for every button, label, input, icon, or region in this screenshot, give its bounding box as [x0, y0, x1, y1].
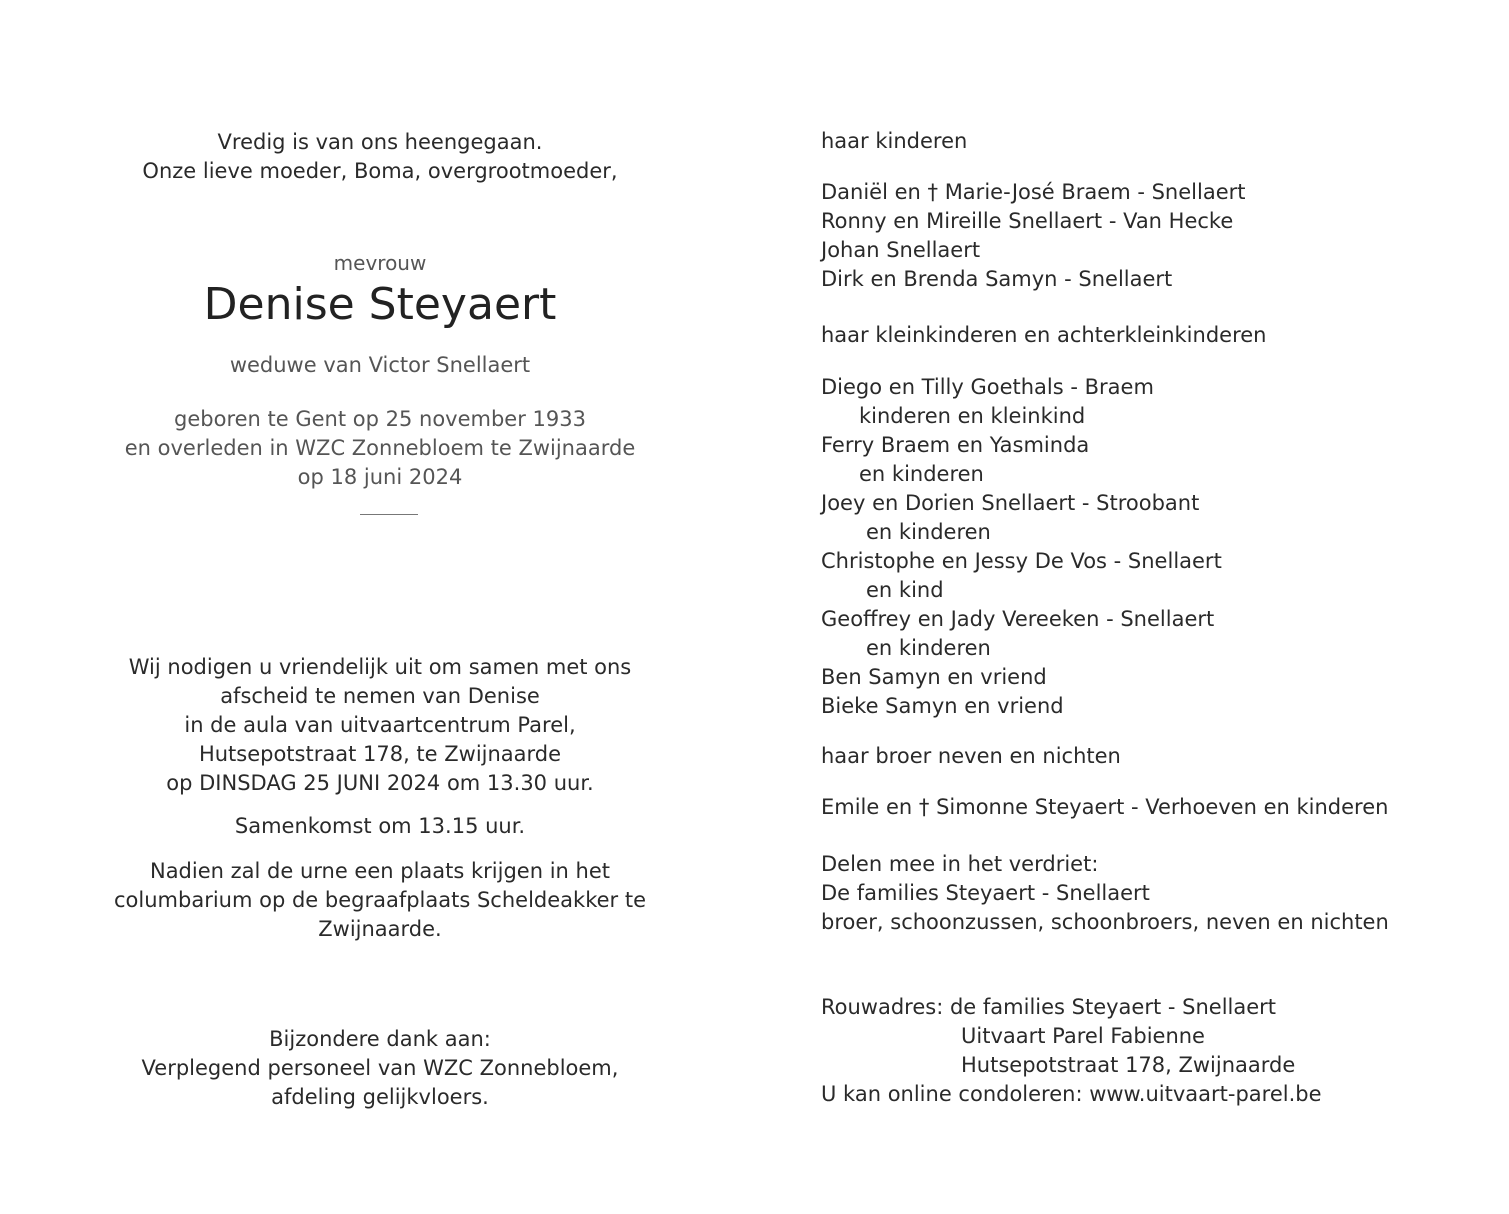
dates-line: op 18 juni 2024 [297, 465, 463, 489]
siblings-text: Emile en † Simonne Steyaert - Verhoeven en kinderen [821, 795, 1389, 819]
thanks-line: Bijzondere dank aan: [269, 1027, 491, 1051]
intro-text [60, 128, 700, 186]
list-item: Joey en Dorien Snellaert - Stroobant [821, 491, 1200, 515]
list-item: Dirk en Brenda Samyn - Snellaert [821, 267, 1173, 291]
list-item: en kinderen [866, 520, 991, 544]
address-block [821, 993, 1322, 1109]
dates-line: en overleden in WZC Zonnebloem te Zwijnaarde [124, 436, 636, 460]
list-item: Ronny en Mireille Snellaert - Van Hecke [821, 209, 1234, 233]
list-item: Diego en Tilly Goethals - Braem [821, 375, 1154, 399]
list-item: Daniël en † Marie-José Braem - Snellaert [821, 180, 1246, 204]
address-line: Hutsepotstraat 178, Zwijnaarde [961, 1053, 1296, 1077]
spouse-text: weduwe van Victor Snellaert [229, 353, 531, 377]
urn-line: Zwijnaarde. [318, 917, 442, 941]
urn-line: Nadien zal de urne een plaats krijgen in het [149, 859, 610, 883]
list-item: en kinderen [866, 636, 991, 660]
invitation-line: in de aula van uitvaartcentrum Parel, [184, 713, 576, 737]
invitation-line: op DINSDAG 25 JUNI 2024 om 13.30 uur. [166, 771, 594, 795]
right-column [821, 0, 1481, 1214]
siblings-heading: haar broer neven en nichten [821, 744, 1121, 768]
sharing-line: broer, schoonzussen, schoonbroers, neven en nichten [821, 910, 1389, 934]
children-heading: haar kinderen [821, 129, 968, 153]
children-list [821, 178, 1246, 294]
grandchildren-heading: haar kleinkinderen en achterkleinkinderen [821, 323, 1267, 347]
title: mevrouw [333, 251, 427, 275]
intro-line: Vredig is van ons heengegaan. [217, 130, 543, 154]
left-column [60, 0, 700, 1214]
deceased-name: Denise Steyaert [203, 279, 557, 330]
list-item: Ben Samyn en vriend [821, 665, 1047, 689]
dates-line: geboren te Gent op 25 november 1933 [174, 407, 586, 431]
list-item: Christophe en Jessy De Vos - Snellaert [821, 549, 1222, 573]
list-item: Geoffrey en Jady Vereeken - Snellaert [821, 607, 1215, 631]
grandchildren-list [821, 373, 1222, 721]
dates-text [60, 405, 700, 492]
sharing-line: De families Steyaert - Snellaert [821, 881, 1150, 905]
list-item: en kinderen [859, 462, 984, 486]
address-line: Uitvaart Parel Fabienne [961, 1024, 1205, 1048]
urn-line: columbarium op de begraafplaats Scheldeakker te [114, 888, 646, 912]
list-item: en kind [866, 578, 944, 602]
urn-text [60, 857, 700, 944]
online-condolence: U kan online condoleren: www.uitvaart-parel.be [821, 1082, 1322, 1106]
sharing-line: Delen mee in het verdriet: [821, 852, 1099, 876]
invitation-line: Hutsepotstraat 178, te Zwijnaarde [198, 742, 562, 766]
divider [360, 514, 418, 515]
list-item: Ferry Braem en Yasminda [821, 433, 1090, 457]
thanks-line: Verplegend personeel van WZC Zonnebloem, [141, 1056, 619, 1080]
thanks-text [60, 1025, 700, 1112]
sharing-text [821, 850, 1389, 937]
invitation-line: Wij nodigen u vriendelijk uit om samen met ons [128, 655, 632, 679]
gathering-text: Samenkomst om 13.15 uur. [234, 814, 526, 838]
list-item: kinderen en kleinkind [859, 404, 1086, 428]
intro-line: Onze lieve moeder, Boma, overgrootmoeder, [142, 159, 618, 183]
invitation-line: afscheid te nemen van Denise [220, 684, 540, 708]
address-line: Rouwadres: de families Steyaert - Snellaert [821, 995, 1277, 1019]
list-item: Johan Snellaert [821, 238, 981, 262]
thanks-line: afdeling gelijkvloers. [271, 1085, 489, 1109]
invitation-text [60, 653, 700, 798]
list-item: Bieke Samyn en vriend [821, 694, 1064, 718]
